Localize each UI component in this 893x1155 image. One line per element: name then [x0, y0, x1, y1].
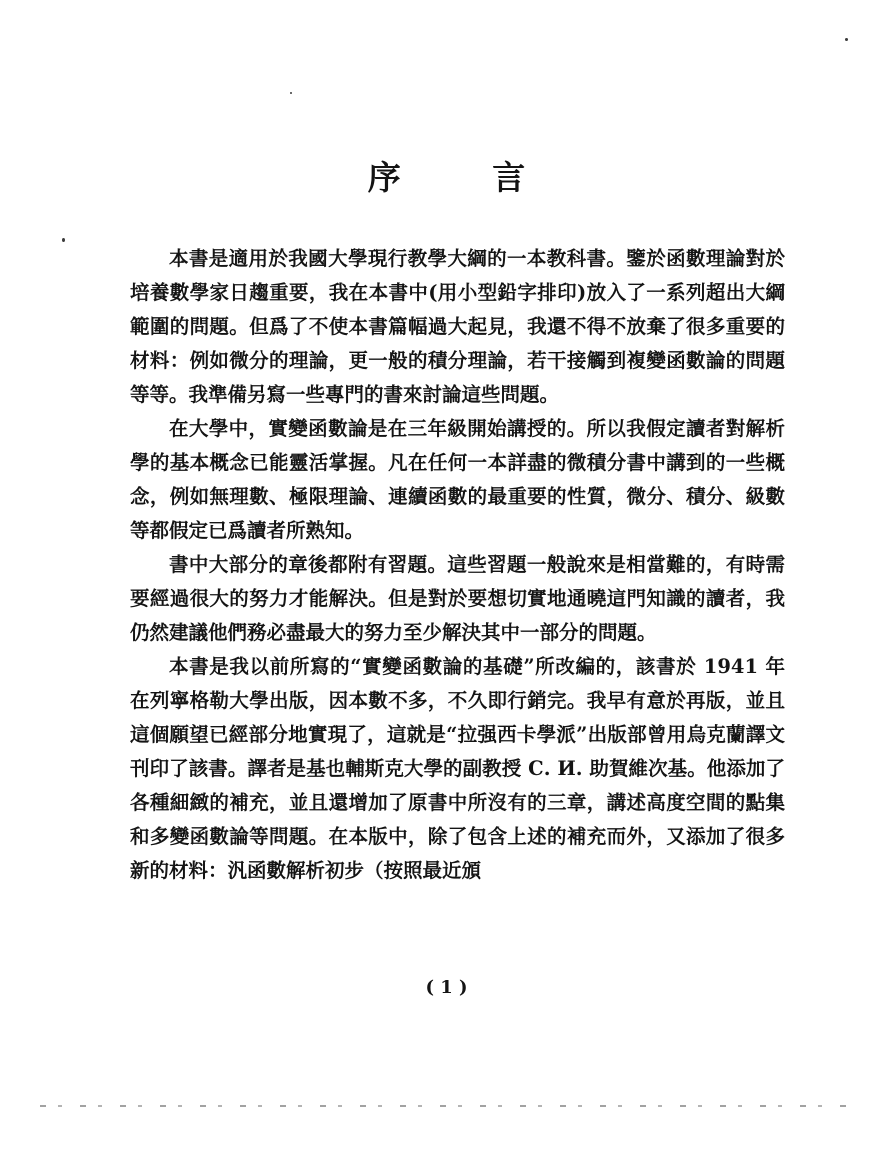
- paragraph: 書中大部分的章後都附有習題。這些習題一般說來是相當難的，有時需要經過很大的努力才能解決。但是對於要想切實地通曉這門知識的讀者，我仍然建議他們務必盡最大的努力至少解決其中一部分的問題。: [130, 553, 785, 644]
- page-title: 序 言: [367, 158, 566, 197]
- preface-body: [130, 242, 785, 888]
- scan-artifact-line: [40, 1105, 850, 1107]
- paragraph: 在大學中，實變函數論是在三年級開始講授的。所以我假定讀者對解析學的基本概念已能靈活掌握。凡在任何一本詳盡的微積分書中講到的一些概念，例如無理數、極限理論、連續函數的最重要的性質，微分、積分、級數等都假定已爲讀者所熟知。: [130, 417, 785, 542]
- paragraph: 本書是適用於我國大學現行教學大綱的一本教科書。鑒於函數理論對於培養數學家日趨重要，我在本書中(用小型鉛字排印)放入了一系列超出大綱範圍的問題。但爲了不使本書篇幅過大起見，我還不得不放棄了很多重要的材料：例如微分的理論，更一般的積分理論，若干接觸到複變函數論的問題等等。我準備另寫一些專門的書來討論這些問題。: [130, 247, 785, 406]
- scan-speck: [62, 238, 65, 242]
- page-number: ( 1 ): [425, 977, 468, 998]
- paragraph: 本書是我以前所寫的“實變函數論的基礎”所改編的，該書於 1941 年在列寧格勒大學出版，因本數不多，不久即行銷完。我早有意於再版，並且這個願望已經部分地實現了，這就是“拉强西卡學派”出版部曾用烏克蘭譯文刊印了該書。譯者是基也輔斯克大學的副教授 С. И. 助賀維次基。他添加了各種細緻的補充，並且還增加了原書中所沒有的三章，講述高度空間的點集和多變函數論等問題。在本版中，除了包含上述的補充而外，又添加了很多新的材料：汎函數解析初步（按照最近頒: [130, 655, 785, 882]
- scan-speck: [290, 92, 292, 94]
- scan-speck: [845, 38, 848, 41]
